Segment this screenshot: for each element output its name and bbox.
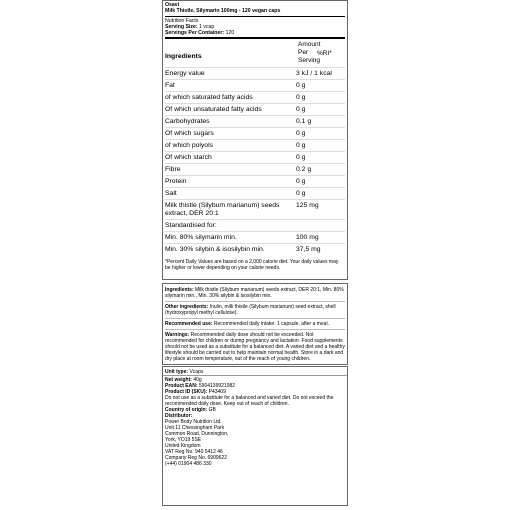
nutrient-value: 0 g (296, 153, 306, 161)
warnings-paragraph (165, 331, 345, 364)
other-ingredients-text: Inulin, milk thistle (Silybum marianum) seed extract, shell (hydroxypropyl methyl cellulose). (165, 304, 336, 316)
table-row (165, 151, 345, 163)
unit-type-label: Unit type: (165, 369, 189, 375)
product-sku-label: Product ID (SKU): (165, 389, 208, 395)
other-ingredients-label: Other ingredients: (165, 304, 209, 310)
nutrient-value: 125 mg (296, 201, 319, 209)
nutrient-name: Of which unsaturated fatty acids (165, 105, 262, 113)
nutrient-value: 0 g (296, 189, 306, 197)
nutrient-name: Carbohydrates (165, 117, 210, 125)
product-sku-value: P43409 (208, 389, 226, 395)
nutrient-name: Min. 80% silymarin min. (165, 233, 237, 241)
table-header (165, 40, 345, 67)
nutrient-value: 0 g (296, 141, 306, 149)
nutrient-name: Fibre (165, 165, 181, 173)
serving-size-value: 1 vcap (199, 23, 215, 30)
nutrient-value: 0.1 g (296, 117, 312, 125)
nutrient-value: 0 g (296, 93, 306, 101)
nutrient-value: 0 g (296, 105, 306, 113)
warnings-label: Warnings: (165, 332, 190, 338)
ingredients-panel (162, 283, 348, 365)
nutrient-name: Min. 30% silybin & isosilybin min. (165, 245, 265, 253)
unit-type-value: Vcaps (189, 369, 204, 375)
table-row (165, 175, 345, 187)
divider (165, 37, 345, 39)
serving-size-label: Serving Size: (165, 23, 198, 30)
origin-value: GB (208, 407, 216, 413)
nutrient-name: Fat (165, 81, 175, 89)
net-weight-label: Net weight: (165, 377, 192, 383)
column-header-ingredients: Ingredients (165, 53, 202, 61)
distributor-line: York, YO19 5SE (165, 437, 202, 443)
nutrient-name: Standardised for: (165, 221, 217, 229)
net-weight-value: 40g (193, 377, 202, 383)
distributor-line: Common Road, Dunnington, (165, 431, 229, 437)
recommended-use-label: Recommended use: (165, 321, 213, 327)
nutrient-name: Energy value (165, 69, 205, 77)
disclaimer: Do not use as a substitute for a balanced and varied diet. Do not exceed the recommended daily dose. Keep out of reach of children. (165, 395, 334, 407)
nutrition-facts-panel (162, 0, 348, 280)
divider (163, 375, 347, 376)
distributor-line: Power Body Nutrition Ltd. (165, 419, 222, 425)
table-row (165, 219, 345, 231)
table-row (165, 139, 345, 151)
servings-per-container (165, 30, 345, 36)
distributor-line: (+44) 01904 486 330 (165, 461, 212, 467)
distributor-line: Company Reg No. 6909622 (165, 455, 227, 461)
nutrient-name: Of which sugars (165, 129, 214, 137)
table-row (165, 163, 345, 175)
table-row (165, 67, 345, 79)
recommended-use-text: Recommended daily intake: 1 capsule, after a meal. (213, 321, 329, 327)
nutrient-value: 100 mg (296, 233, 319, 241)
distributor-address (165, 419, 345, 467)
table-row (165, 127, 345, 139)
divider (165, 16, 345, 17)
table-row (165, 243, 345, 255)
ingredients-label: Ingredients: (165, 287, 194, 293)
other-ingredients-paragraph (165, 303, 345, 319)
table-row (165, 115, 345, 127)
ingredients-paragraph (165, 286, 345, 302)
distributor-label: Distributor: (165, 413, 193, 419)
recommended-use-paragraph (165, 320, 345, 330)
nutrient-name: Milk thistle (Silybum marianum) seeds extract, DER 20:1 (165, 201, 280, 217)
brand-name: Osavi (165, 2, 180, 8)
table-row (165, 199, 345, 219)
product-ean-value: 5904139921982 (198, 383, 236, 389)
table-row (165, 103, 345, 115)
nutrient-value: 3 kJ / 1 kcal (296, 69, 332, 77)
distributor-line: United Kingdom (165, 443, 201, 449)
servings-value: 120 (225, 30, 235, 37)
nutrient-value: 0 g (296, 129, 306, 137)
nutrient-name: Of which starch (165, 153, 212, 161)
nutrient-value: 0.2 g (296, 165, 312, 173)
table-row (165, 91, 345, 103)
nutrient-name: Protein (165, 177, 187, 185)
nutrition-table-body (165, 67, 345, 255)
section-title: Nutrition Facts (165, 17, 199, 24)
table-row (165, 187, 345, 199)
product-ean-label: Product EAN: (165, 383, 198, 389)
nutrient-name: of which polyols (165, 141, 213, 149)
table-row (165, 79, 345, 91)
distributor-line: VAT Reg No. 940 5412 46 (165, 449, 223, 455)
column-header-ri: %RI* (317, 50, 332, 58)
origin-label: Country of origin: (165, 407, 208, 413)
nutrient-value: 37,5 mg (296, 245, 321, 253)
nutrient-value: 0 g (296, 81, 306, 89)
warnings-text: Recommended daily dose should not be exceeded. Not recommended for children or during pregnancy and lactation. Food supplements should not be used as a substitute for a balanced diet. A varied diet and a healthy lifestyle should be carried out to help maintain normal health. Store in a dark and dry place at room temperature, out of the reach of young children. (165, 332, 345, 362)
servings-label: Servings Per Container: (165, 30, 225, 37)
product-name: Milk Thistle, Silymarin 100mg - 120 vegan caps (165, 8, 281, 15)
nutrient-name: Salt (165, 189, 177, 197)
distributor-line: Unit 11 Chessingham Park (165, 425, 225, 431)
table-footnote: *Percent Daily Values are based on a 2,000 calorie diet. Your daily values may be higher or lower depending on your calorie needs. (165, 259, 339, 272)
nutrient-name: of which saturated fatty acids (165, 93, 253, 101)
ingredients-text: Milk thistle (Silybum marianum) seeds extract, DER 20:1, Min. 80% silymarin min., Min. 30% silybin & isosilybin min. (165, 287, 344, 299)
product-info-panel (162, 366, 348, 506)
nutrient-value: 0 g (296, 177, 306, 185)
table-row (165, 231, 345, 243)
column-header-amount: Amount Per Serving (298, 41, 321, 65)
